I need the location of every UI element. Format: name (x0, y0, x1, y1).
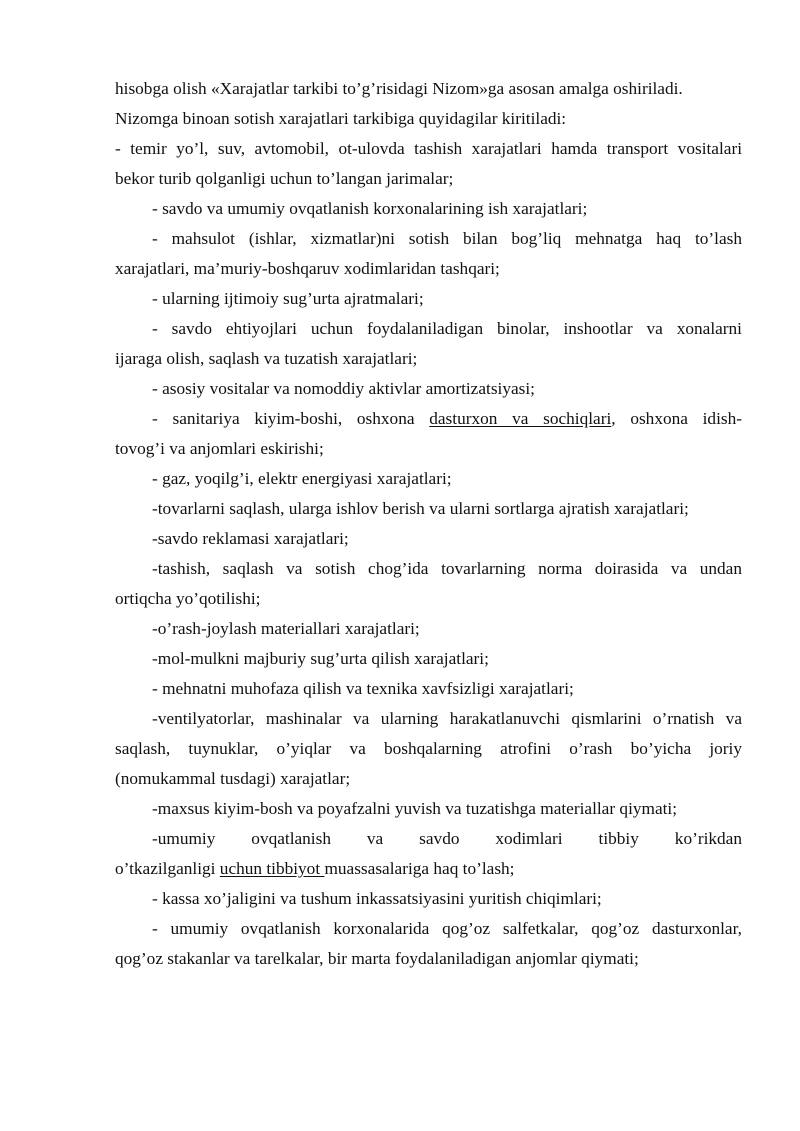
text-line: tovog’i va anjomlari eskirishi; (115, 439, 324, 458)
text-line: ijaraga olish, saqlash va tuzatish xarajatlari; (115, 349, 418, 368)
text-line: qog’oz stakanlar va tarelkalar, bir marta foydalaniladigan anjomlar qiymati; (115, 949, 639, 968)
underlined-text: uchun tibbiyot (219, 859, 325, 878)
text-line: -tovarlarni saqlash, ularga ishlov berish va ularni sortlarga ajratish xarajatlari; (152, 499, 689, 518)
text-line: -umumiy ovqatlanish va savdo xodimlari tibbiy ko’rikdan (152, 829, 742, 848)
text-line: (nomukammal tusdagi) xarajatlar; (115, 769, 351, 788)
text-segment: , oshxona idish- (611, 409, 742, 428)
text-segment: - sanitariya kiyim-boshi, oshxona (152, 409, 430, 428)
text-line: bekor turib qolganligi uchun to’langan jarimalar; (115, 169, 454, 188)
text-line: - temir yo’l, suv, avtomobil, ot-ulovda tashish xarajatlari hamda transport vositalari (115, 139, 742, 158)
text-line: -tashish, saqlash va sotish chog’ida tovarlarning norma doirasida va undan (152, 559, 742, 578)
text-line: -savdo reklamasi xarajatlari; (152, 529, 349, 548)
document-page (115, 74, 742, 974)
text-line: - asosiy vositalar va nomoddiy aktivlar amortizatsiyasi; (152, 379, 535, 398)
text-line: - gaz, yoqilg’i, elektr energiyasi xarajatlari; (152, 469, 452, 488)
text-line: ortiqcha yo’qotilishi; (115, 589, 261, 608)
text-segment: o’tkazilganligi (115, 859, 220, 878)
text-line: hisobga olish «Xarajatlar tarkibi to’g’risidagi Nizom»ga asosan amalga oshiriladi. (115, 79, 683, 98)
text-line: - savdo va umumiy ovqatlanish korxonalarining ish xarajatlari; (152, 199, 588, 218)
text-line: - kassa xo’jaligini va tushum inkassatsiyasini yuritish chiqimlari; (152, 889, 602, 908)
text-line (115, 854, 742, 884)
text-line: - ularning ijtimoiy sug’urta ajratmalari; (152, 289, 424, 308)
text-line: -mol-mulkni majburiy sug’urta qilish xarajatlari; (152, 649, 489, 668)
text-line: saqlash, tuynuklar, o’yiqlar va boshqalarning atrofini o’rash bo’yicha joriy (115, 739, 742, 758)
text-line: - umumiy ovqatlanish korxonalarida qog’oz salfetkalar, qog’oz dasturxonlar, (152, 919, 742, 938)
text-line (115, 404, 742, 434)
text-line: - mahsulot (ishlar, xizmatlar)ni sotish bilan bog’liq mehnatga haq to’lash (152, 229, 742, 248)
text-segment: muassasalariga haq to’lash; (324, 859, 515, 878)
text-line: - savdo ehtiyojlari uchun foydalaniladigan binolar, inshootlar va xonalarni (152, 319, 742, 338)
text-line: Nizomga binoan sotish xarajatlari tarkibiga quyidagilar kiritiladi: (115, 109, 567, 128)
text-line: -ventilyatorlar, mashinalar va ularning harakatlanuvchi qismlarini o’rnatish va (152, 709, 742, 728)
text-line: -o’rash-joylash materiallari xarajatlari; (152, 619, 420, 638)
text-line: -maxsus kiyim-bosh va poyafzalni yuvish va tuzatishga materiallar qiymati; (152, 799, 678, 818)
text-line: - mehnatni muhofaza qilish va texnika xavfsizligi xarajatlari; (152, 679, 574, 698)
underlined-text: dasturxon va sochiqlari (429, 409, 612, 428)
text-line: xarajatlari, ma’muriy-boshqaruv xodimlaridan tashqari; (115, 259, 500, 278)
